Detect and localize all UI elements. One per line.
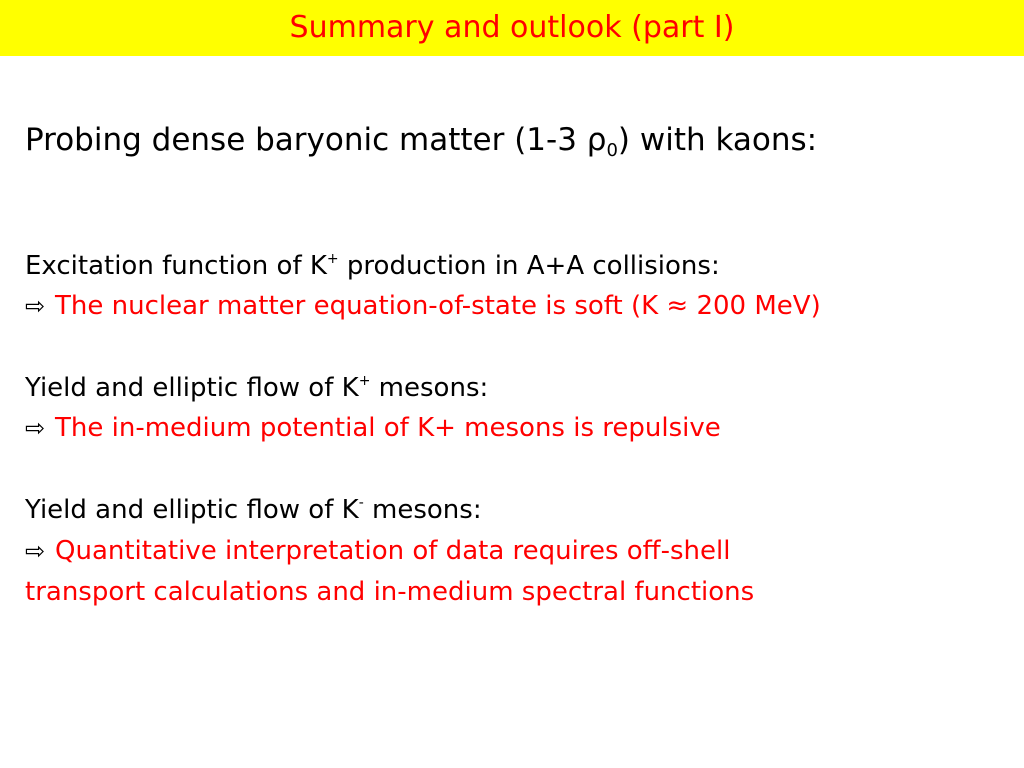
- arrow-right-icon: ⇨: [25, 292, 46, 320]
- section-2-conclusion-text: The in-medium potential of K+ mesons is repulsive: [55, 413, 721, 443]
- section-2-heading-suffix: mesons:: [370, 373, 489, 403]
- section-3-conclusion-text-2: transport calculations and in-medium spectral functions: [25, 577, 755, 607]
- section-1-conclusion: [25, 290, 821, 322]
- section-2-conclusion: [25, 412, 721, 444]
- section-2-superscript: +: [358, 373, 371, 389]
- rho-subscript: 0: [606, 140, 618, 161]
- intro-suffix: ) with kaons:: [617, 122, 818, 158]
- section-2-heading-prefix: Yield and elliptic flow of K: [25, 373, 359, 403]
- section-1-heading-prefix: Excitation function of K: [25, 251, 327, 281]
- intro-prefix: Probing dense baryonic matter (1-3 ρ: [25, 122, 607, 158]
- section-2-heading: [25, 372, 488, 404]
- intro-line: [25, 120, 817, 160]
- section-1-heading: [25, 250, 720, 282]
- section-3-heading-prefix: Yield and elliptic flow of K: [25, 495, 359, 525]
- section-3-heading-suffix: mesons:: [363, 495, 482, 525]
- slide-title: Summary and outlook (part I): [289, 10, 735, 45]
- arrow-right-icon: ⇨: [25, 537, 46, 565]
- section-1-superscript: +: [326, 251, 339, 267]
- section-3-superscript: -: [358, 495, 364, 511]
- section-1-conclusion-text: nuclear matter equation-of-state is soft (K ≈ 200 MeV): [111, 291, 821, 321]
- section-3-conclusion-line-1: [25, 535, 730, 567]
- section-1-conclusion-lead: The: [55, 291, 112, 321]
- section-3-heading: [25, 494, 482, 526]
- arrow-right-icon: ⇨: [25, 414, 46, 442]
- section-3-conclusion-line-2: [25, 576, 754, 608]
- section-1-heading-suffix: production in A+A collisions:: [338, 251, 720, 281]
- title-bar: [0, 0, 1024, 56]
- section-3-conclusion-text-1: Quantitative interpretation of data requires off-shell: [55, 536, 731, 566]
